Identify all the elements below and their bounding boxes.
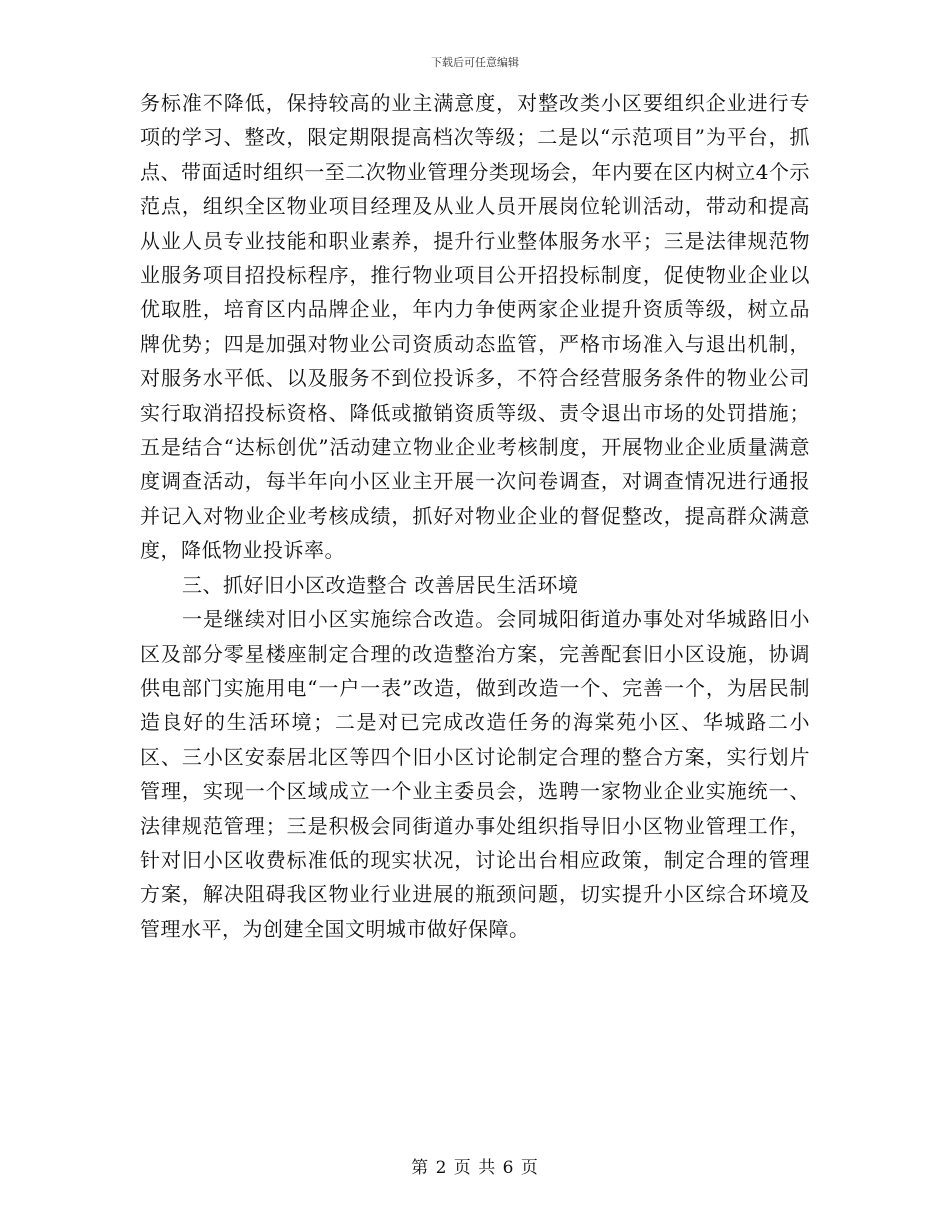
document-body [140, 86, 810, 946]
page-number: 第 2 页 共 6 页 [411, 1158, 539, 1178]
section-heading: 三、抓好旧小区改造整合 改善居民生活环境 [182, 572, 579, 597]
paragraph-continued: 务标准不降低，保持较高的业主满意度，对整改类小区要组织企业进行专项的学习、整改，限定期限提高档次等级；二是以“示范项目”为平台，抓点、带面适时组织一至二次物业管理分类现场会，年内要在区内树立4个示范点，组织全区物业项目经理及从业人员开展岗位轮训活动，带动和提高从业人员专业技能和职业素养，提升行业整体服务水平；三是法律规范物业服务项目招投标程序，推行物业项目公开招投标制度，促使物业企业以优取胜，培育区内品牌企业，年内力争使两家企业提升资质等级，树立品牌优势；四是加强对物业公司资质动态监管，严格市场准入与退出机制，对服务水平低、以及服务不到位投诉多，不符合经营服务条件的物业公司实行取消招投标资格、降低或撤销资质等级、责令退出市场的处罚措施；五是结合“达标创优”活动建立物业企业考核制度，开展物业企业质量满意度调查活动，每半年向小区业主开展一次问卷调查，对调查情况进行通报并记入对物业企业考核成绩，抓好对物业企业的督促整改，提高群众满意度，降低物业投诉率。 [140, 91, 810, 563]
paragraph: 一是继续对旧小区实施综合改造。会同城阳街道办事处对华城路旧小区及部分零星楼座制定合理的改造整治方案，完善配套旧小区设施，协调供电部门实施用电“一户一表”改造，做到改造一个、完善一个，为居民制造良好的生活环境；二是对已完成改造任务的海棠苑小区、华城路二小区、三小区安泰居北区等四个旧小区讨论制定合理的整合方案，实行划片管理，实现一个区域成立一个业主委员会，选聘一家物业企业实施统一、法律规范管理；三是积极会同街道办事处组织指导旧小区物业管理工作，针对旧小区收费标准低的现实状况，讨论出台相应政策，制定合理的管理方案，解决阻碍我区物业行业进展的瓶颈问题，切实提升小区综合环境及管理水平，为创建全国文明城市做好保障。 [140, 607, 810, 941]
page-header-note: 下载后可任意编辑 [431, 56, 519, 69]
